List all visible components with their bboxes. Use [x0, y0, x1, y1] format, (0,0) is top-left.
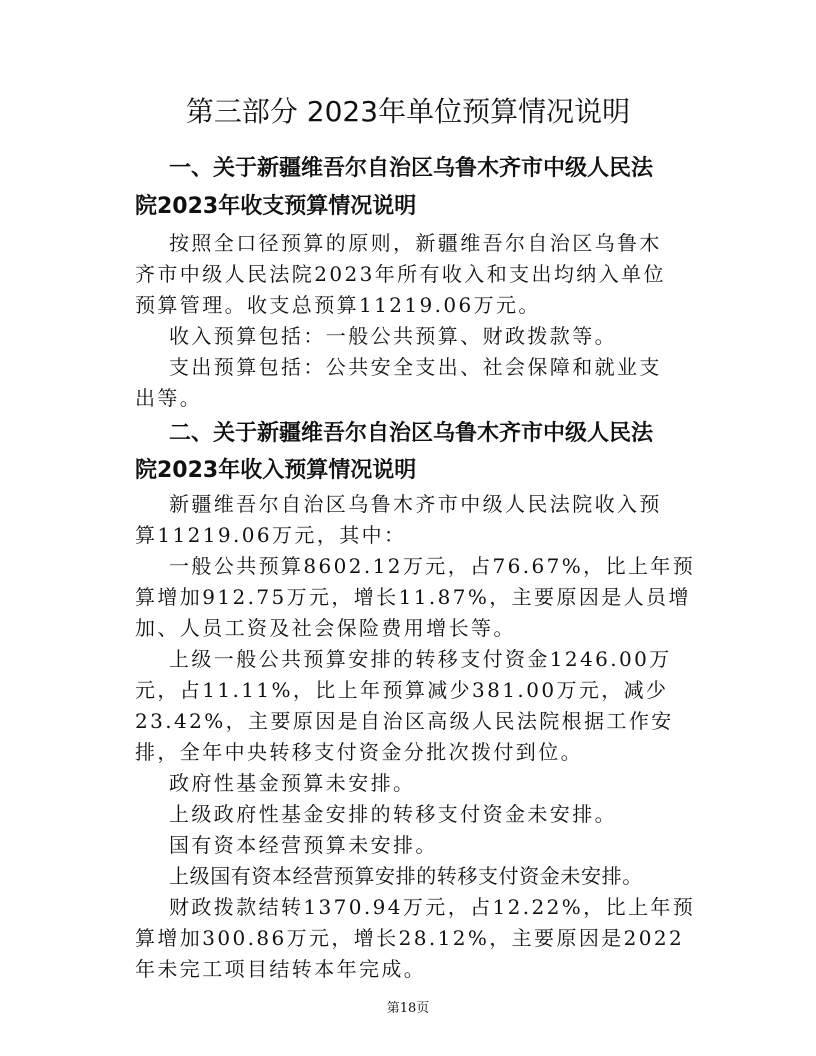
paragraph-text: 新疆维吾尔自治区乌鲁木齐市中级人民法院收入预 — [169, 492, 662, 516]
section-1-para-3-line-2: 出等。 — [135, 386, 203, 410]
section-1-para-2 — [135, 321, 695, 352]
section-1-para-1-line-1 — [135, 228, 695, 259]
paragraph-text: 一般公共预算8602.12万元，占76.67%，比上年预 — [169, 554, 696, 578]
section-1-para-3-line-1 — [135, 352, 695, 383]
section-2-para-3-line-2: 元，占11.11%，比上年预算减少381.00万元，减少 — [135, 678, 669, 702]
section-2-para-2-line-2: 算增加912.75万元，增长11.87%，主要原因是人员增 — [135, 585, 691, 609]
section-2-para-1-line-1 — [135, 489, 695, 520]
section-2-para-7 — [135, 861, 695, 892]
section-1-para-1-line-3: 预算管理。收支总预算11219.06万元。 — [135, 293, 541, 317]
section-1-heading-line-1 — [135, 152, 695, 185]
section-2-para-6 — [135, 830, 695, 861]
section-2-para-4 — [135, 768, 695, 799]
page-title: 第三部分 2023年单位预算情况说明 — [185, 95, 631, 128]
section-1-heading-line-2: 院2023年收支预算情况说明 — [135, 194, 417, 219]
section-2-para-8-line-1 — [135, 892, 695, 923]
section-2-para-3-line-4: 排，全年中央转移支付资金分批次拨付到位。 — [135, 740, 583, 764]
paragraph-text: 按照全口径预算的原则，新疆维吾尔自治区乌鲁木 — [169, 231, 662, 255]
section-2-para-2-line-3: 加、人员工资及社会保险费用增长等。 — [135, 616, 516, 640]
section-2-heading-line-1 — [135, 417, 695, 450]
section-1-para-1-line-2: 齐市中级人民法院2023年所有收入和支出均纳入单位 — [135, 262, 666, 286]
section-2-para-8-line-3: 年未完工项目结转本年完成。 — [135, 957, 427, 981]
paragraph-text: 收入预算包括：一般公共预算、财政拨款等。 — [169, 324, 617, 348]
section-2-para-2-line-1 — [135, 551, 695, 582]
paragraph-text: 上级一般公共预算安排的转移支付资金1246.00万 — [169, 647, 672, 671]
paragraph-text: 支出预算包括：公共安全支出、社会保障和就业支 — [169, 355, 662, 379]
section-2-para-3-line-1 — [135, 644, 695, 675]
paragraph-text: 财政拨款结转1370.94万元，占12.22%，比上年预 — [169, 895, 696, 919]
paragraph-text: 国有资本经营预算未安排。 — [169, 833, 438, 857]
section-2-heading-text-1: 二、关于新疆维吾尔自治区乌鲁木齐市中级人民法 — [169, 421, 654, 446]
paragraph-text: 上级政府性基金安排的转移支付资金未安排。 — [169, 802, 617, 826]
section-2-heading-line-2: 院2023年收入预算情况说明 — [135, 458, 417, 483]
section-2-para-3-line-3: 23.42%，主要原因是自治区高级人民法院根据工作安 — [135, 709, 674, 733]
paragraph-text: 上级国有资本经营预算安排的转移支付资金未安排。 — [169, 864, 643, 888]
paragraph-text: 政府性基金预算未安排。 — [169, 771, 416, 795]
section-2-para-5 — [135, 799, 695, 830]
section-1-heading-text-1: 一、关于新疆维吾尔自治区乌鲁木齐市中级人民法 — [169, 156, 654, 181]
page-number: 第18页 — [386, 1001, 430, 1016]
section-2-para-8-line-2: 算增加300.86万元，增长28.12%，主要原因是2022 — [135, 926, 685, 950]
section-2-para-1-line-2: 算11219.06万元，其中： — [135, 523, 407, 547]
